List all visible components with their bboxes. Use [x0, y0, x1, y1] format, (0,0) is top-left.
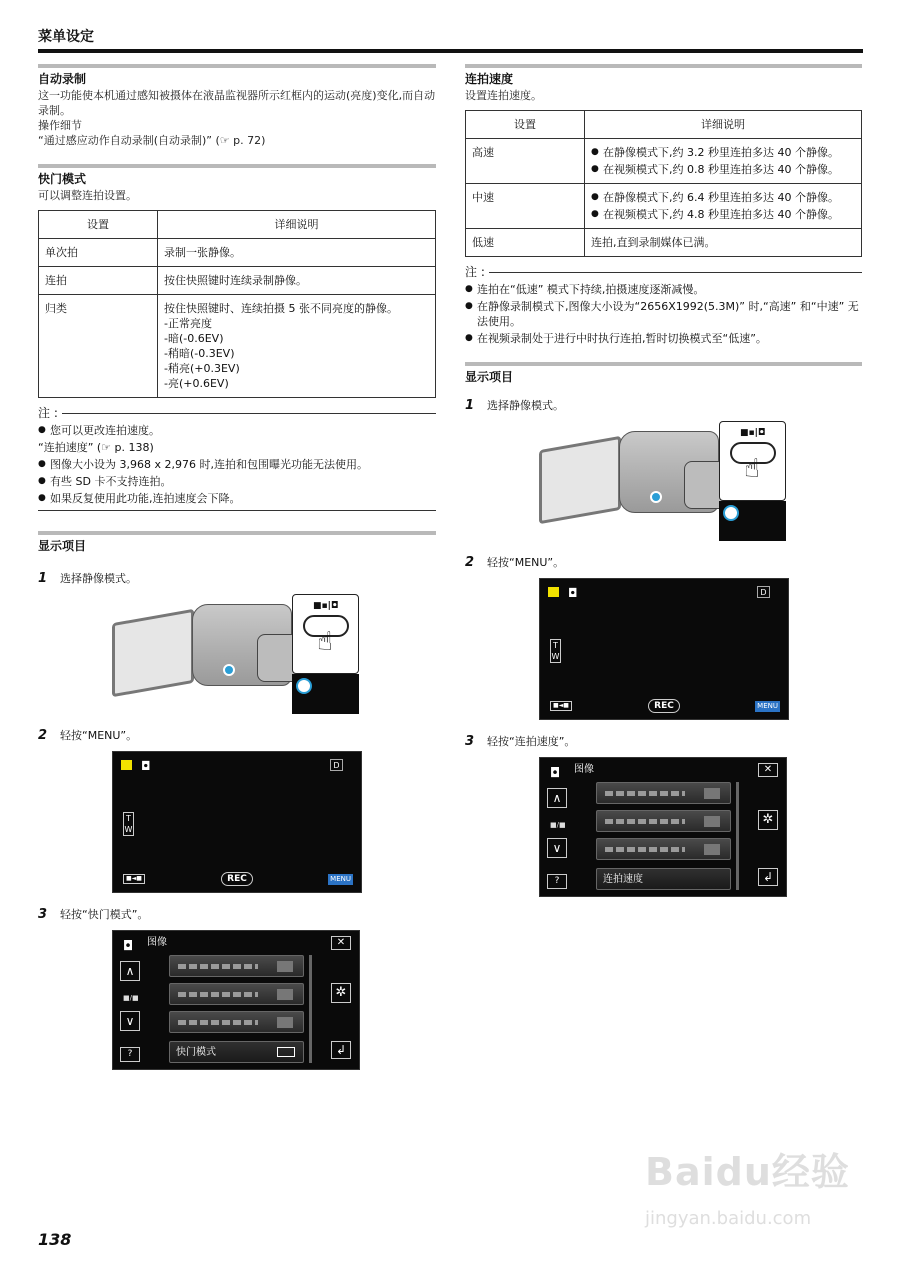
display-title: 显示项目	[38, 539, 87, 553]
chevron-up-icon[interactable]: ∧	[547, 788, 567, 808]
step-number: 1	[38, 571, 48, 586]
shutter-desc: 可以调整连拍设置。	[38, 189, 137, 202]
detail-line: 在视频模式下,约 4.8 秒里连拍多达 40 个静像。	[603, 208, 839, 221]
note-label: 注 :	[465, 265, 485, 279]
section-bar	[465, 362, 862, 366]
row-detail	[585, 229, 862, 257]
menu-button[interactable]: MENU	[330, 875, 351, 883]
step-text: 选择静像模式。	[487, 399, 564, 412]
note-box: 注 : ● 连拍在“低速” 模式下持续,拍摄速度逐渐减慢。 ● 在静像录制模式下,图像大小设为“2656X1992(5.3M)” 时,“高速” 和“中速” 无法使用。 ● 在视频录制处于进行中时执行连拍,暂时切换模式至“低速”。	[465, 265, 862, 346]
camera-icon: ◘	[141, 759, 151, 773]
close-icon[interactable]: ✕	[758, 763, 778, 777]
d-icon: D	[757, 586, 770, 598]
step-text: 轻按“MENU”。	[60, 729, 138, 742]
page-number: 138	[38, 1230, 72, 1249]
chevron-down-icon[interactable]: ∨	[120, 1011, 140, 1031]
row-detail: ● 在静像模式下,约 3.2 秒里连拍多达 40 个静像。 ● 在视频模式下,约 0.8 秒里连拍多达 40 个静像。	[585, 139, 862, 184]
shutter-table	[38, 210, 436, 398]
row-setting: 中速	[466, 184, 585, 229]
scrollbar	[309, 955, 312, 1063]
table-row	[466, 139, 862, 184]
page-indicator: ■/■	[550, 821, 566, 829]
menu-item[interactable]	[169, 955, 304, 977]
detail-line: 在静像模式下,约 6.4 秒里连拍多达 40 个静像。	[603, 191, 839, 204]
chevron-up-icon[interactable]: ∧	[120, 961, 140, 981]
col-header-setting: 设置	[466, 111, 585, 139]
s-mode-icon	[548, 587, 559, 597]
detail-line: 按住快照键时、连续拍摄 5 张不同亮度的静像。	[164, 302, 398, 315]
speed-title: 连拍速度	[465, 72, 514, 86]
step-text: 轻按“快门模式”。	[60, 908, 149, 921]
note-link[interactable]: “连拍速度” (☞ p. 138)	[38, 441, 154, 454]
step-text: 轻按“连拍速度”。	[487, 735, 576, 748]
mode-button-indicator	[223, 664, 235, 676]
col-header-detail: 详细说明	[158, 211, 436, 239]
col-header-detail: 详细说明	[585, 111, 862, 139]
zoom-tw-icon: T W	[124, 814, 133, 834]
step-number: 2	[465, 555, 475, 570]
s-mode-icon	[121, 760, 132, 770]
zoom-tw-icon: T W	[551, 641, 560, 661]
auto-rec-desc: 这一功能使本机通过感知被摄体在液晶监视器所示红框内的运动(亮度)变化,而自动录制。	[38, 89, 436, 117]
camera-illustration	[112, 594, 436, 714]
menu-item[interactable]	[169, 1011, 304, 1033]
menu-title: 图像	[574, 764, 594, 775]
menu-item[interactable]	[596, 782, 731, 804]
detail-line: -亮(+0.6EV)	[164, 377, 229, 390]
mode-icon: ■▪|◘	[313, 601, 339, 611]
watermark-url: jingyan.baidu.com	[645, 1208, 812, 1229]
mode-button-indicator	[650, 491, 662, 503]
display-title: 显示项目	[465, 370, 514, 384]
page-header	[38, 28, 863, 53]
lcd-screen	[112, 751, 436, 893]
lcd-screen	[539, 578, 862, 720]
menu-title: 图像	[147, 937, 167, 948]
hand-pointer-icon: ☝	[744, 454, 760, 484]
section-bar	[38, 164, 436, 168]
note-bullet: 连拍在“低速” 模式下持续,拍摄速度逐渐减慢。	[477, 283, 705, 296]
back-icon[interactable]: ↲	[331, 1041, 351, 1059]
chevron-down-icon[interactable]: ∨	[547, 838, 567, 858]
speed-desc: 设置连拍速度。	[465, 89, 542, 102]
hand-pointer-icon: ☝	[317, 627, 333, 657]
right-column	[465, 64, 862, 897]
playback-icon: ■◄■	[550, 701, 572, 711]
help-icon[interactable]: ?	[547, 874, 567, 889]
menu-button[interactable]: MENU	[757, 702, 778, 710]
playback-icon: ■◄■	[123, 874, 145, 884]
section-bar	[38, 64, 436, 68]
section-bar	[38, 531, 436, 535]
op-detail-link[interactable]: “通过感应动作自动录制(自动录制)” (☞ p. 72)	[38, 134, 266, 147]
row-setting: 单次拍	[39, 239, 158, 267]
note-bullet: 有些 SD 卡不支持连拍。	[50, 475, 172, 488]
gear-icon[interactable]: ✲	[758, 810, 778, 830]
detail-line: -稍暗(-0.3EV)	[164, 347, 235, 360]
table-row	[466, 229, 862, 257]
row-setting: 归类	[39, 295, 158, 398]
back-icon[interactable]: ↲	[758, 868, 778, 886]
row-detail	[158, 267, 436, 295]
menu-item[interactable]	[596, 810, 731, 832]
note-bullet: 图像大小设为 3,968 x 2,976 时,连拍和包围曝光功能无法使用。	[50, 458, 368, 471]
detail-line: 在静像模式下,约 3.2 秒里连拍多达 40 个静像。	[603, 146, 839, 159]
d-icon: D	[330, 759, 343, 771]
step-number: 2	[38, 728, 48, 743]
table-row	[39, 239, 436, 267]
shutter-title: 快门模式	[38, 172, 87, 186]
help-icon[interactable]: ?	[120, 1047, 140, 1062]
note-bullet: 您可以更改连拍速度。	[50, 424, 160, 437]
detail-line: -暗(-0.6EV)	[164, 332, 224, 345]
menu-item[interactable]	[169, 983, 304, 1005]
note-bullet: 如果反复使用此功能,连拍速度会下降。	[50, 492, 241, 505]
section-bar	[465, 64, 862, 68]
table-row	[39, 267, 436, 295]
step-number: 1	[465, 398, 475, 413]
menu-screen	[112, 930, 436, 1070]
row-detail	[158, 239, 436, 267]
close-icon[interactable]: ✕	[331, 936, 351, 950]
step-text: 轻按“MENU”。	[487, 556, 565, 569]
note-box: 注 : ● 您可以更改连拍速度。 “连拍速度” (☞ p. 138) ● 图像大小设为 3,968 x 2,976 时,连拍和包围曝光功能无法使用。 ● 有些 SD 卡不支持连拍。 ● 如果反复使用此功能,连拍速度会下降。	[38, 406, 436, 511]
mode-icon: ■▪|◘	[740, 428, 766, 438]
page-indicator: ■/■	[123, 994, 139, 1002]
watermark	[645, 1150, 865, 1250]
menu-item[interactable]	[596, 838, 731, 860]
op-detail-label: 操作细节	[38, 119, 82, 132]
row-detail	[158, 295, 436, 398]
header-rule	[38, 49, 863, 53]
detail-line: 按住快照键时连续录制静像。	[164, 274, 307, 287]
row-detail: ● 在静像模式下,约 6.4 秒里连拍多达 40 个静像。 ● 在视频模式下,约 4.8 秒里连拍多达 40 个静像。	[585, 184, 862, 229]
camera-icon	[296, 678, 312, 694]
detail-line: 在视频模式下,约 0.8 秒里连拍多达 40 个静像。	[603, 163, 839, 176]
note-bullet: 在静像录制模式下,图像大小设为“2656X1992(5.3M)” 时,“高速” 和“中速” 无法使用。	[477, 300, 859, 328]
watermark-logo: Baidu经验	[645, 1150, 850, 1194]
detail-line: 录制一张静像。	[164, 246, 241, 259]
camera-icon	[723, 505, 739, 521]
gear-icon[interactable]: ✲	[331, 983, 351, 1003]
table-row	[39, 295, 436, 398]
menu-item-selected[interactable]: 连拍速度	[596, 868, 731, 890]
step-number: 3	[38, 907, 48, 922]
scrollbar	[736, 782, 739, 890]
rec-button[interactable]: REC	[221, 872, 253, 886]
camera-icon: ◘	[550, 766, 561, 781]
col-header-setting: 设置	[39, 211, 158, 239]
detail-line: 连拍,直到录制媒体已满。	[591, 236, 716, 249]
step-number: 3	[465, 734, 475, 749]
note-bullet: 在视频录制处于进行中时执行连拍,暂时切换模式至“低速”。	[477, 332, 767, 345]
menu-item-selected[interactable]: 快门模式	[169, 1041, 304, 1063]
camera-icon: ◘	[123, 939, 134, 954]
detail-line: -稍亮(+0.3EV)	[164, 362, 240, 375]
menu-screen	[539, 757, 862, 897]
camera-icon: ◘	[568, 586, 578, 600]
note-label: 注 :	[38, 406, 58, 420]
row-setting: 高速	[466, 139, 585, 184]
auto-rec-title: 自动录制	[38, 72, 87, 86]
row-setting: 连拍	[39, 267, 158, 295]
camera-illustration	[539, 421, 862, 541]
detail-line: -正常亮度	[164, 317, 212, 330]
rec-button[interactable]: REC	[648, 699, 680, 713]
speed-table	[465, 110, 862, 257]
left-column	[38, 64, 436, 1070]
page-title: 菜单设定	[38, 29, 94, 45]
row-setting: 低速	[466, 229, 585, 257]
step-text: 选择静像模式。	[60, 572, 137, 585]
table-row	[466, 184, 862, 229]
